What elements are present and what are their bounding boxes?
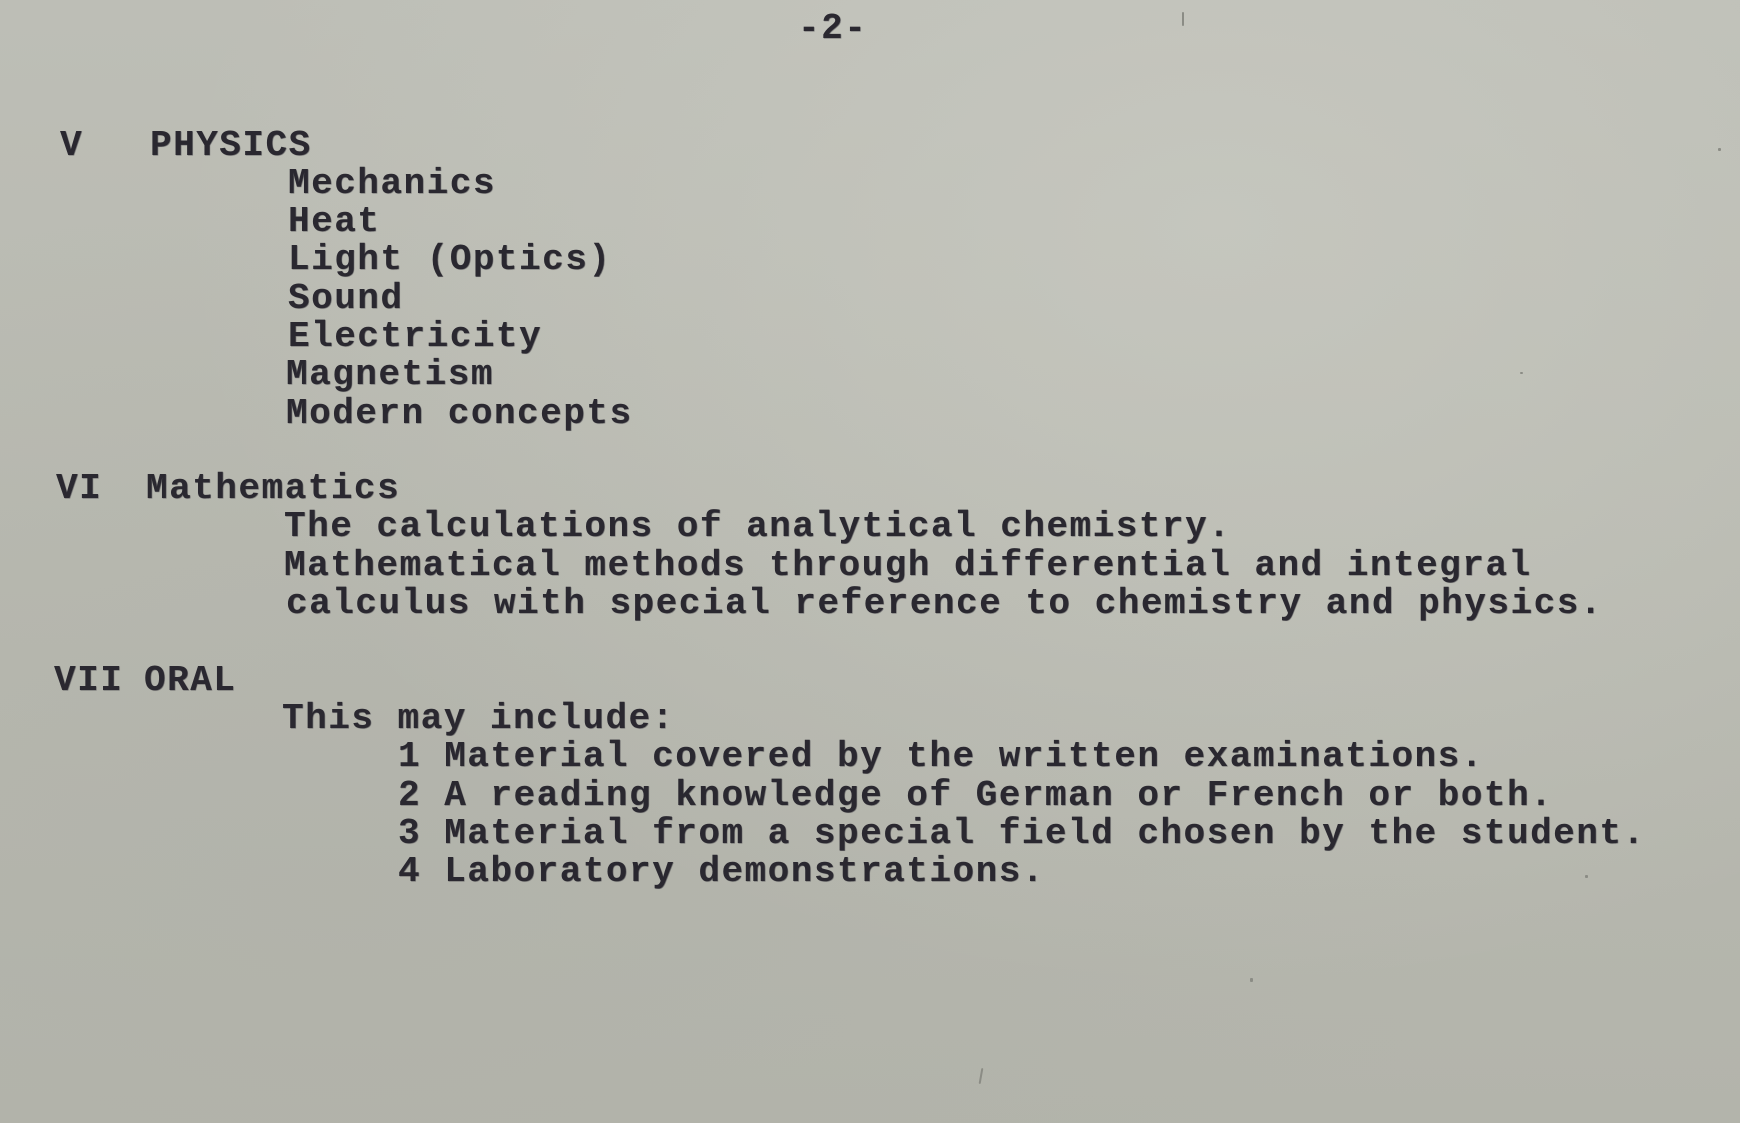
list-item: Light (Optics) bbox=[288, 239, 612, 280]
list-item: 3 Material from a special field chosen by the student. bbox=[398, 813, 1646, 854]
section-heading: ORAL bbox=[144, 660, 237, 701]
list-item: Magnetism bbox=[286, 354, 494, 395]
paper-speck bbox=[979, 1068, 984, 1084]
paper-speck bbox=[1585, 875, 1588, 878]
section-numeral: V bbox=[60, 125, 84, 166]
section-heading: Mathematics bbox=[146, 468, 401, 509]
list-item: Heat bbox=[288, 201, 381, 242]
paper-speck bbox=[1520, 372, 1523, 374]
list-item: 4 Laboratory demonstrations. bbox=[398, 851, 1045, 892]
list-item: Mathematical methods through differential and integral bbox=[284, 545, 1532, 586]
intro-line: This may include: bbox=[282, 698, 675, 739]
list-item: 1 Material covered by the written examinations. bbox=[398, 736, 1484, 777]
list-item: The calculations of analytical chemistry. bbox=[284, 506, 1232, 547]
list-item: 2 A reading knowledge of German or French or both. bbox=[398, 775, 1554, 816]
paper-speck bbox=[1718, 148, 1721, 151]
paper-speck bbox=[1250, 978, 1253, 982]
list-item: Sound bbox=[288, 278, 404, 319]
list-item: Mechanics bbox=[288, 163, 496, 204]
section-heading: PHYSICS bbox=[150, 125, 312, 166]
page-number: -2- bbox=[798, 8, 868, 49]
paper-speck bbox=[1182, 12, 1184, 26]
section-numeral: VI bbox=[56, 468, 103, 509]
list-item: calculus with special reference to chemistry and physics. bbox=[286, 583, 1603, 624]
list-item: Electricity bbox=[288, 316, 543, 357]
section-numeral: VII bbox=[54, 660, 124, 701]
list-item: Modern concepts bbox=[286, 393, 633, 434]
